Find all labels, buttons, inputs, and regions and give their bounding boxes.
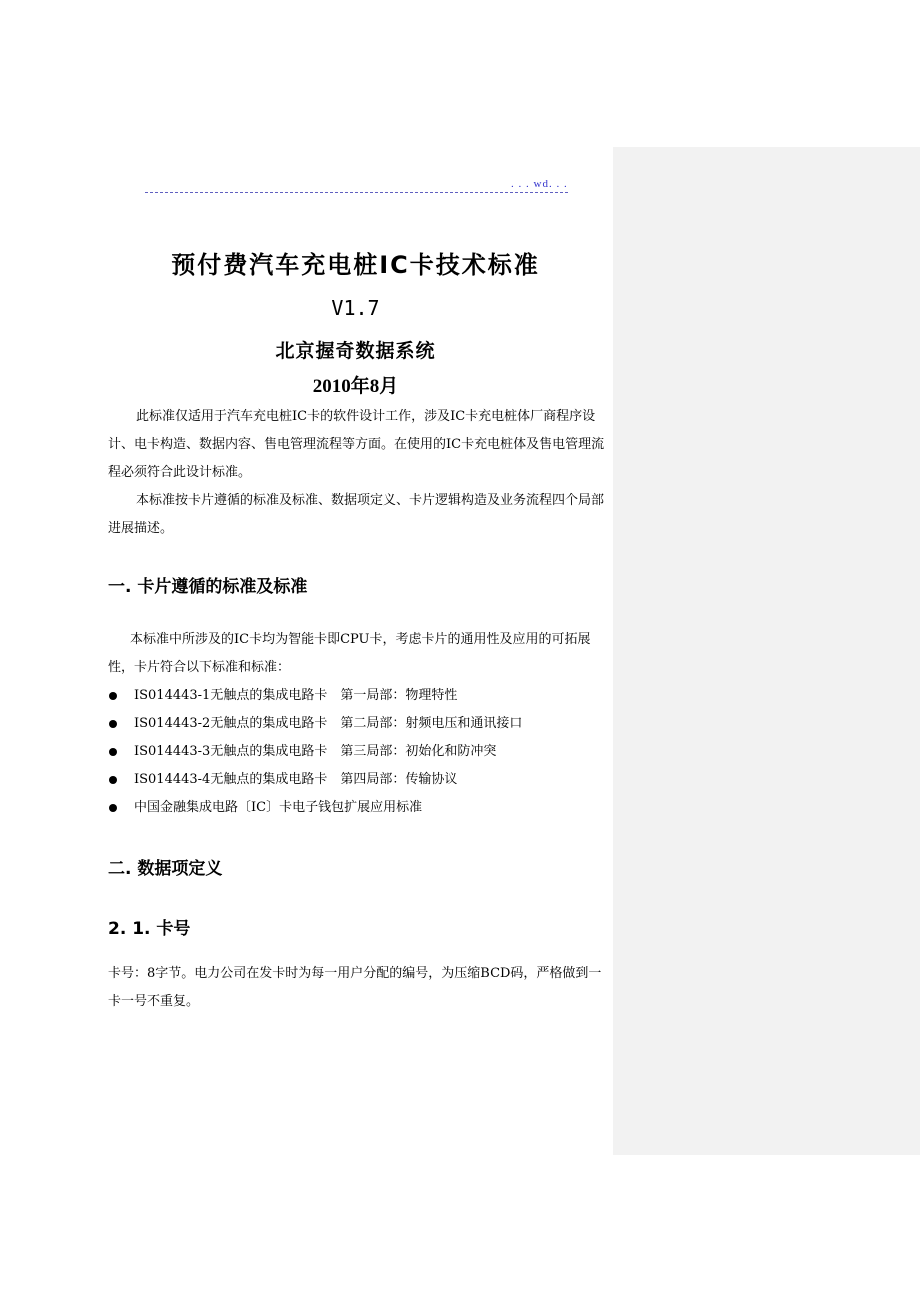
section-2-1-paragraph: 卡号：8字节。电力公司在发卡时为每一用户分配的编号，为压缩BCD码，严格做到一卡一号不重复。 [108,966,602,1009]
intro-paragraph-2: 本标准按卡片遵循的标准及标准、数据项定义、卡片逻辑构造及业务流程四个局部进展描述。 [108,493,605,536]
bullet-icon [109,692,117,700]
bullet-icon [109,776,117,784]
header-tag: . . . wd. . . [511,178,568,190]
document-version: V1.7 [331,296,380,320]
document-date: 2010年8月 [312,376,399,397]
standards-list [108,682,608,822]
list-item: 中国金融集成电路〔IC〕卡电子钱包扩展应用标准 [108,794,608,822]
section-2-1-heading: 2. 1. 卡号 [108,919,191,939]
bullet-icon [109,720,117,728]
bullet-icon [109,748,117,756]
list-item: IS014443-2无触点的集成电路卡 第二局部：射频电压和通讯接口 [108,710,608,738]
section-2-heading: 二. 数据项定义 [108,859,223,879]
list-item: IS014443-3无触点的集成电路卡 第三局部：初始化和防冲突 [108,738,608,766]
list-item: IS014443-4无触点的集成电路卡 第四局部：传输协议 [108,766,608,794]
section-1-paragraph: 本标准中所涉及的IC卡均为智能卡即CPU卡，考虑卡片的通用性及应用的可拓展性，卡片符合以下标准和标准： [108,632,591,675]
section-1-heading: 一. 卡片遵循的标准及标准 [108,577,308,597]
header-rule [145,192,568,193]
list-item: IS014443-1无触点的集成电路卡 第一局部：物理特性 [108,682,608,710]
document-title: 预付费汽车充电桩IC卡技术标准 [171,251,540,279]
intro-paragraph-1: 此标准仅适用于汽车充电桩IC卡的软件设计工作，涉及IC卡充电桩体厂商程序设计、电卡构造、数据内容、售电管理流程等方面。在使用的IC卡充电桩体及售电管理流程必须符合此设计标准。 [108,409,605,480]
company-name: 北京握奇数据系统 [275,340,436,362]
bullet-icon [109,804,117,812]
